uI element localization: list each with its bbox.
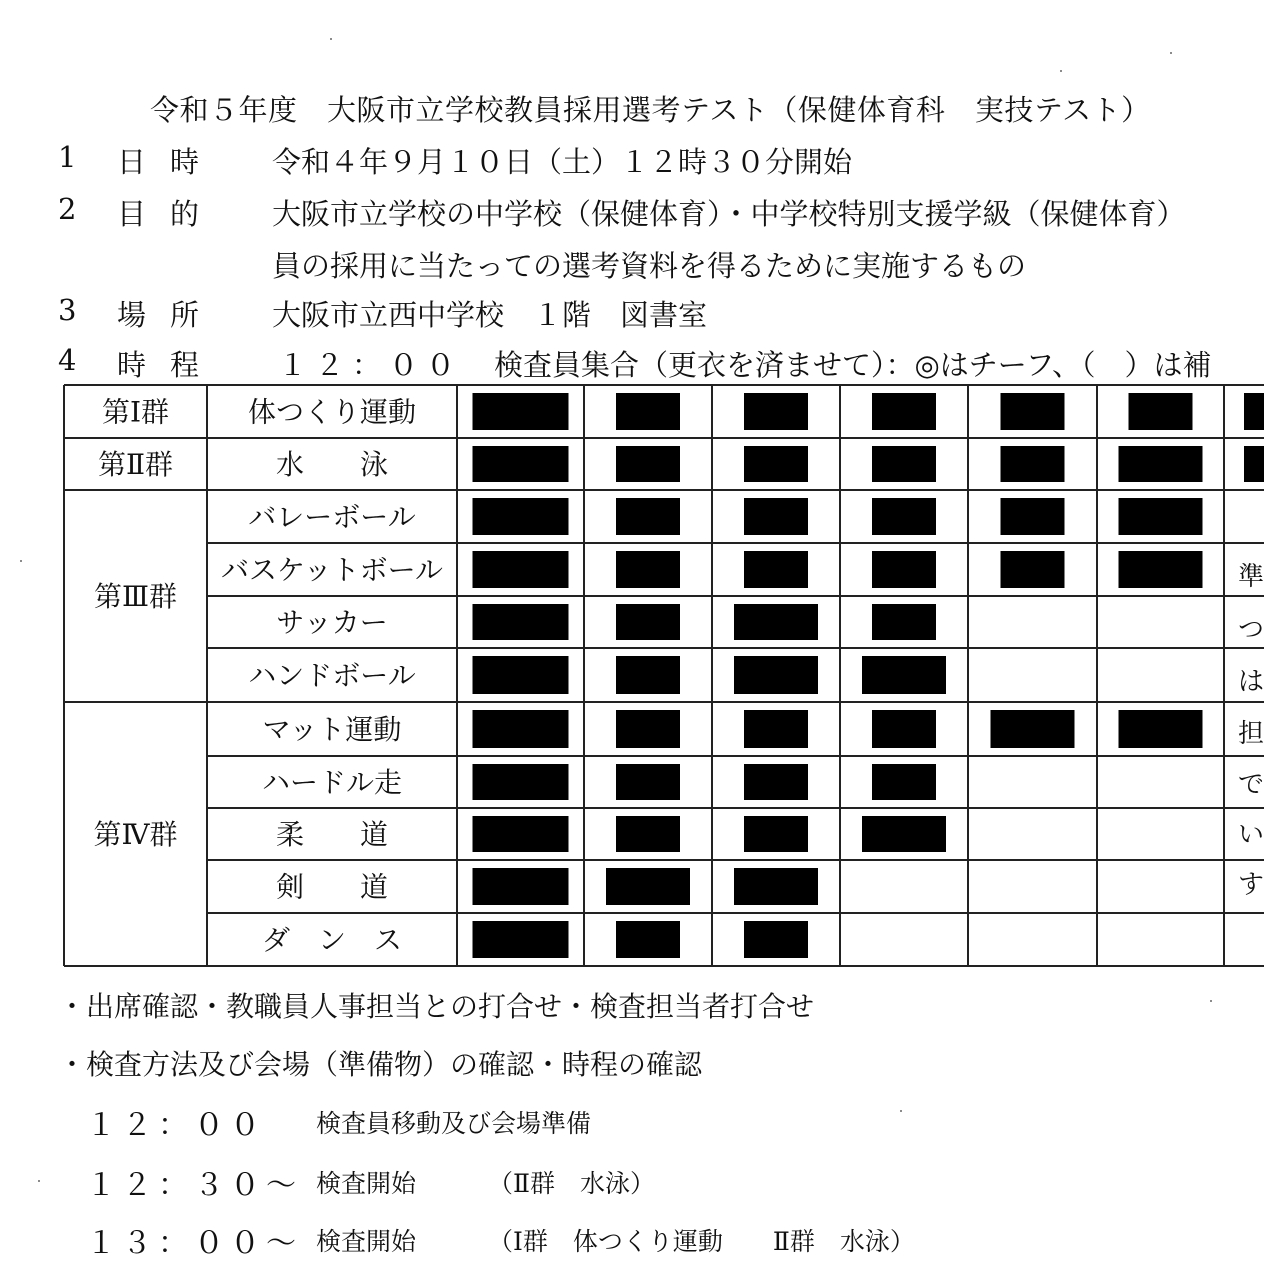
redacted-name-block bbox=[1119, 446, 1203, 482]
redacted-name-block bbox=[872, 551, 936, 588]
redacted-name-block bbox=[744, 393, 808, 430]
side-note-char: い bbox=[1238, 820, 1264, 850]
group-label: 第Ⅲ群 bbox=[93, 580, 178, 613]
item-label-purpose: 目的 bbox=[117, 197, 224, 231]
redacted-name-block bbox=[473, 393, 569, 430]
redacted-name-block bbox=[616, 656, 680, 694]
redacted-name-block bbox=[734, 656, 818, 694]
item-number: 2 bbox=[58, 192, 77, 226]
redacted-name-block bbox=[1001, 551, 1065, 588]
item-label-place: 場所 bbox=[117, 298, 224, 332]
item-value-schedule-time: １２：００ bbox=[278, 348, 464, 382]
redacted-name-block bbox=[862, 656, 946, 694]
scan-speckle bbox=[900, 1110, 902, 1112]
redacted-name-block bbox=[991, 710, 1075, 748]
group-label: 第Ⅱ群 bbox=[97, 448, 174, 481]
item-value-datetime: 令和４年９月１０日（土）１２時３０分開始 bbox=[272, 145, 853, 179]
redacted-name-block bbox=[872, 446, 936, 482]
redacted-name-block bbox=[473, 551, 569, 588]
redacted-name-block bbox=[744, 764, 808, 800]
timeline-desc: 検査員移動及び会場準備 bbox=[316, 1109, 592, 1138]
redacted-name-block bbox=[473, 868, 569, 905]
redacted-name-block bbox=[473, 710, 569, 748]
timeline-time: １３：００～ bbox=[86, 1226, 302, 1261]
side-note-char: 準 bbox=[1238, 562, 1264, 592]
redacted-name-block bbox=[616, 710, 680, 748]
redacted-name-block bbox=[744, 551, 808, 588]
item-value-purpose-cont: 員の採用に当たっての選考資料を得るために実施するもの bbox=[272, 249, 1027, 283]
item-value-purpose: 大阪市立学校の中学校（保健体育）・中学校特別支援学級（保健体育） bbox=[272, 197, 1186, 231]
redacted-name-block bbox=[616, 551, 680, 588]
event-label: ハードル走 bbox=[261, 766, 403, 799]
redacted-name-block bbox=[744, 710, 808, 748]
redacted-name-block bbox=[1244, 393, 1264, 430]
redacted-name-block bbox=[473, 816, 569, 852]
scan-speckle bbox=[330, 38, 332, 40]
item-value-schedule-desc: 検査員集合（更衣を済ませて）：◎はチーフ、（ ）は補 bbox=[494, 348, 1212, 382]
event-label: ハンドボール bbox=[248, 659, 416, 692]
redacted-name-block bbox=[872, 498, 936, 535]
redacted-name-block bbox=[734, 868, 818, 905]
redacted-name-block bbox=[1119, 710, 1203, 748]
redacted-name-block bbox=[473, 604, 569, 640]
event-label: マット運動 bbox=[262, 713, 402, 746]
scan-speckle bbox=[1210, 1000, 1212, 1002]
item-number: 1 bbox=[58, 140, 77, 174]
note-line: ・検査方法及び会場（準備物）の確認・時程の確認 bbox=[58, 1048, 703, 1081]
event-label: ダ ン ス bbox=[261, 923, 403, 957]
redacted-name-block bbox=[744, 816, 808, 852]
redacted-name-block bbox=[473, 446, 569, 482]
event-label: サッカー bbox=[276, 606, 388, 639]
timeline-desc: 検査開始 bbox=[316, 1169, 417, 1198]
item-value-place: 大阪市立西中学校 １階 図書室 bbox=[272, 298, 708, 332]
redacted-name-block bbox=[1001, 446, 1065, 482]
side-note-char: す bbox=[1238, 870, 1264, 900]
event-label: 体つくり運動 bbox=[247, 395, 417, 429]
group-label: 第Ⅰ群 bbox=[101, 395, 170, 429]
event-label: 剣 道 bbox=[275, 870, 389, 904]
redacted-name-block bbox=[1244, 446, 1264, 482]
redacted-name-block bbox=[1001, 498, 1065, 535]
timeline-time: １２：００ bbox=[86, 1108, 266, 1143]
redacted-name-block bbox=[473, 921, 569, 958]
side-note-char: で bbox=[1238, 770, 1264, 800]
redacted-name-block bbox=[616, 604, 680, 640]
redacted-name-block bbox=[872, 710, 936, 748]
group-label: 第Ⅳ群 bbox=[93, 818, 178, 851]
event-label: バレーボール bbox=[248, 500, 416, 534]
redacted-name-block bbox=[1119, 498, 1203, 535]
redacted-name-block bbox=[473, 656, 569, 694]
redacted-name-block bbox=[616, 921, 680, 958]
redacted-name-block bbox=[862, 816, 946, 852]
redacted-name-block bbox=[872, 393, 936, 430]
redacted-name-block bbox=[616, 816, 680, 852]
item-number: 3 bbox=[58, 293, 77, 327]
item-label-datetime: 日時 bbox=[117, 145, 224, 179]
redacted-name-block bbox=[473, 498, 569, 535]
side-note-char: 担 bbox=[1238, 719, 1264, 749]
timeline-note: （Ⅰ群 体つくり運動 Ⅱ群 水泳） bbox=[488, 1227, 915, 1256]
redacted-name-block bbox=[616, 393, 680, 430]
redacted-name-block bbox=[616, 446, 680, 482]
item-number: 4 bbox=[58, 343, 77, 377]
redacted-name-block bbox=[1119, 551, 1203, 588]
redacted-name-block bbox=[734, 604, 818, 640]
redacted-name-block bbox=[872, 604, 936, 640]
redacted-name-block bbox=[744, 921, 808, 958]
redacted-name-block bbox=[744, 446, 808, 482]
redacted-name-block bbox=[606, 868, 690, 905]
document-title: 令和５年度 大阪市立学校教員採用選考テスト（保健体育科 実技テスト） bbox=[150, 93, 1151, 127]
side-note-char: つ bbox=[1238, 615, 1264, 645]
note-line: ・出席確認・教職員人事担当との打合せ・検査担当者打合せ bbox=[58, 990, 815, 1023]
timeline-note: （Ⅱ群 水泳） bbox=[488, 1169, 655, 1198]
timeline-desc: 検査開始 bbox=[316, 1227, 417, 1256]
scan-speckle bbox=[1060, 70, 1062, 72]
redacted-name-block bbox=[616, 498, 680, 535]
event-label: 柔 道 bbox=[275, 818, 389, 851]
scan-speckle bbox=[38, 1180, 40, 1182]
redacted-name-block bbox=[616, 764, 680, 800]
redacted-name-block bbox=[872, 764, 936, 800]
event-label: バスケットボール bbox=[220, 553, 444, 587]
side-note-char: は bbox=[1238, 667, 1264, 697]
item-label-schedule: 時程 bbox=[117, 348, 224, 382]
redacted-name-block bbox=[744, 498, 808, 535]
scan-speckle bbox=[1170, 52, 1172, 54]
redacted-name-block bbox=[473, 764, 569, 800]
scan-speckle bbox=[20, 560, 22, 562]
redacted-name-block bbox=[1129, 393, 1193, 430]
timeline-time: １２：３０～ bbox=[86, 1168, 302, 1203]
event-label: 水 泳 bbox=[275, 448, 389, 481]
redacted-name-block bbox=[1001, 393, 1065, 430]
